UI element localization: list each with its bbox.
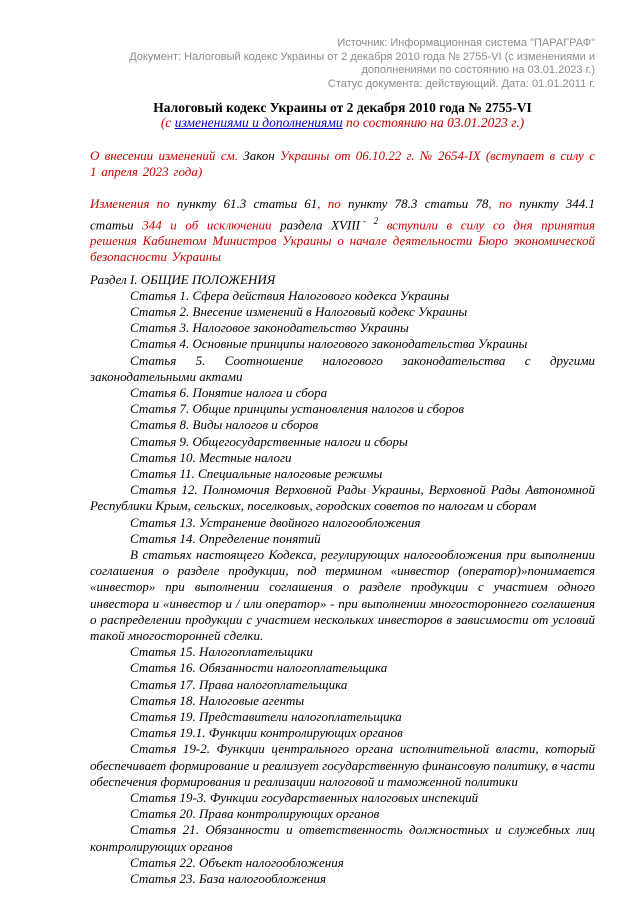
meta-source-line: Источник: Информационная система "ПАРАГРАФ" — [337, 37, 595, 49]
toc-entry: Статья 23. База налогообложения — [130, 871, 327, 887]
toc-entry: Статья 22. Объект налогообложения — [130, 854, 344, 870]
toc-entry: Статья 17. Права налогоплательщика — [130, 676, 348, 692]
text-segment: Закон — [243, 148, 275, 163]
text-segment: , по — [317, 196, 348, 212]
text-segment: пункту 78.3 статьи 78 — [347, 196, 489, 212]
toc-entry: Статья 21. Обязанности и ответственность должностных и служебных лиц контролирующих органов — [90, 822, 595, 854]
toc-entry: Статья 20. Права контролирующих органов — [130, 806, 380, 822]
toc-entry: Статья 13. Устранение двойного налогообложения — [130, 514, 421, 530]
toc-entry: Статья 18. Налоговые агенты — [130, 692, 305, 708]
toc-entry: Статья 10. Местные налоги — [130, 449, 292, 465]
toc-entry: Статья 16. Обязанности налогоплательщика — [130, 660, 388, 676]
toc-entry: Статья 6. Понятие налога и сбора — [130, 384, 328, 400]
toc-entry: Статья 14. Определение понятий — [130, 530, 321, 546]
subtitle-prefix: (с — [160, 115, 175, 130]
toc-entry: Статья 8. Виды налогов и сборов — [130, 417, 319, 433]
table-of-contents — [90, 288, 595, 888]
toc-entry: Статья 19. Представители налогоплательщика — [130, 709, 402, 725]
text-segment: Украины от 06.10.22 г. № 2654-IX (вступает в силу с 1 апреля 2023 года) — [90, 148, 595, 180]
toc-entry: Статья 19.1. Функции контролирующих органов — [130, 725, 403, 741]
toc-entry: В статьях настоящего Кодекса, регулирующих налогообложения при выполнении соглашения о разделе продукции, под термином «инвестор (оператор)»понимается «инвестор» при выполнении соглашения о разделе продукции с участием одного инвестора и «инвестор и / или оператор» - при выполнении многостороннего соглашения о распределении продукции с участием нескольких инвесторов в зависимости от условий такой многосторонней сделки. — [90, 547, 595, 644]
toc-entry: Статья 5. Соотношение налогового законодательства с другими законодательными актами — [90, 352, 595, 384]
text-segment: 344 и об исключении — [133, 216, 281, 232]
toc-entry: Статья 3. Налоговое законодательство Украины — [130, 320, 409, 336]
text-segment: пункту 344.1 статьи — [90, 196, 595, 232]
document-subtitle — [90, 115, 595, 130]
document-title: Налоговый кодекс Украины от 2 декабря 2010 года № 2755-VI — [153, 100, 532, 115]
amendments-link[interactable]: изменениями и дополнениями — [174, 115, 343, 130]
text-segment: Изменения по — [90, 196, 177, 212]
text-segment: раздела XVIII — [280, 216, 361, 232]
toc-entry: Статья 15. Налогоплательщики — [130, 644, 313, 660]
toc-entry: Статья 1. Сфера действия Налогового кодекса Украины — [130, 287, 450, 303]
text-segment: - 2 — [363, 215, 379, 226]
toc-entry: Статья 2. Внесение изменений в Налоговый кодекс Украины — [130, 303, 468, 319]
changes-effective-note — [90, 196, 595, 265]
text-segment: О внесении изменений см. — [90, 148, 244, 163]
text-segment: пункту 61.3 статьи 61 — [176, 196, 318, 212]
meta-document-line: Документ: Налоговый кодекс Украины от 2 декабря 2010 года № 2755-VI (с изменениями и дополнениями по состоянию на 03.01.2023 г.) — [129, 50, 595, 76]
toc-entry: Статья 19-3. Функции государственных налоговых инспекций — [130, 790, 479, 806]
toc-entry: Статья 11. Специальные налоговые режимы — [130, 465, 383, 481]
meta-status-line: Статус документа: действующий. Дата: 01.01.2011 г. — [327, 77, 595, 90]
document-metadata — [90, 37, 595, 91]
toc-entry: Статья 9. Общегосударственные налоги и сборы — [130, 433, 408, 449]
text-segment: вступили в силу со дня принятия решения Кабинетом Министров Украины о начале деятельности Бюро экономической безопасности Украины — [90, 216, 596, 265]
toc-entry: Статья 7. Общие принципы установления налогов и сборов — [130, 401, 465, 417]
amendment-law-note — [90, 148, 595, 180]
toc-entry: Статья 4. Основные принципы налогового законодательства Украины — [130, 336, 528, 352]
toc-entry: Статья 19-2. Функции центрального органа исполнительной власти, который обеспечивает формирование и реализует государственную финансовую политику, в части обеспечения формирования и реализации налоговой и таможенной политики — [90, 741, 595, 789]
toc-section-heading: Раздел I. ОБЩИЕ ПОЛОЖЕНИЯ — [90, 271, 276, 287]
subtitle-suffix: по состоянию на 03.01.2023 г.) — [342, 115, 525, 130]
text-segment: , по — [488, 196, 520, 212]
toc-entry: Статья 12. Полномочия Верховной Рады Украины, Верховной Рады Автономной Республики Крым, сельских, поселковых, городских советов по налогам и сборам — [90, 482, 595, 514]
